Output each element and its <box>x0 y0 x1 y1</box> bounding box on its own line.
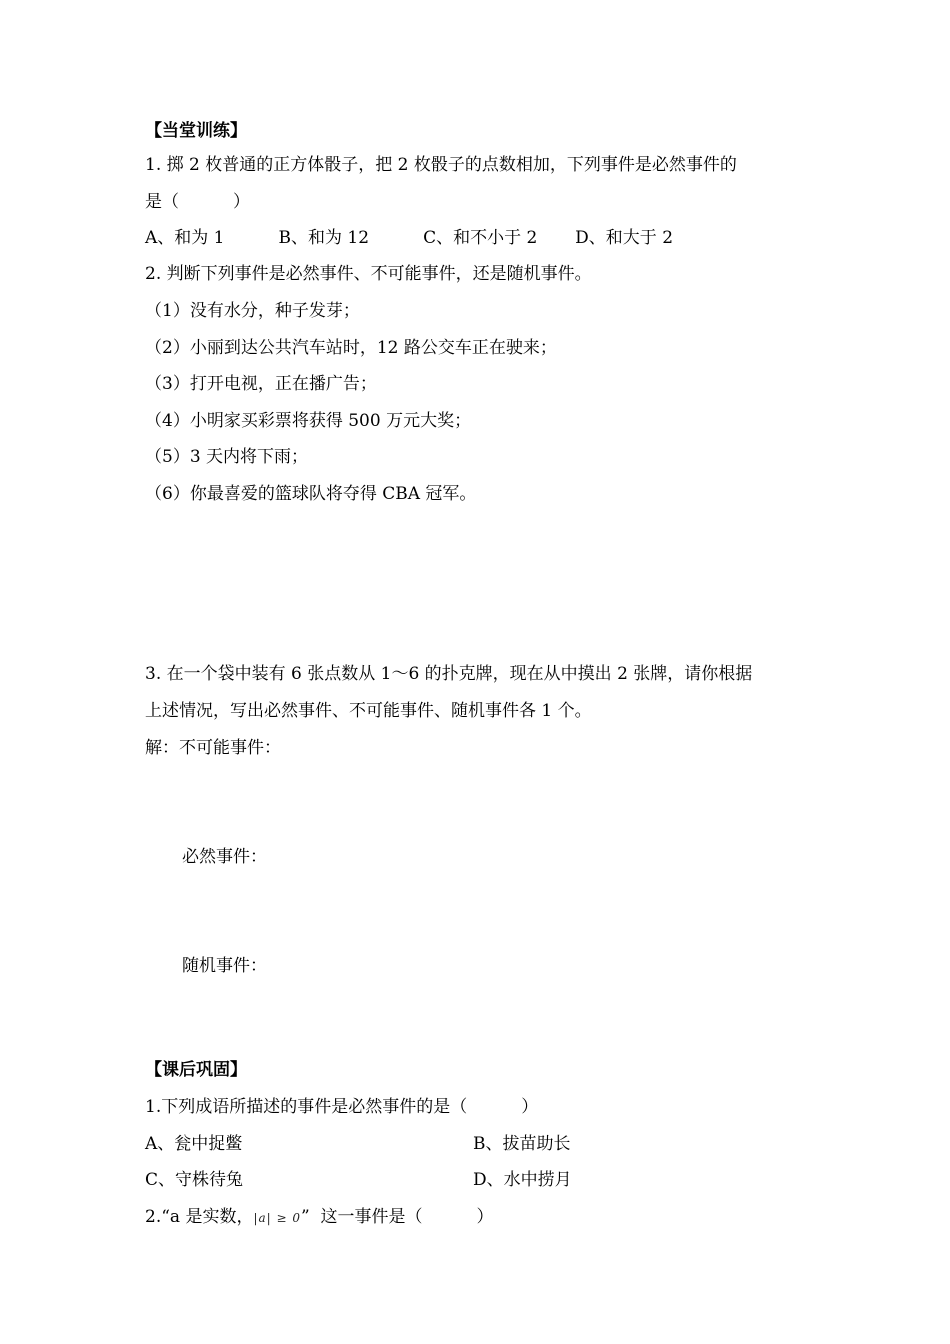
homework-q2-stem <box>145 1206 494 1229</box>
homework-heading: 【课后巩固】 <box>145 1060 247 1080</box>
abs-value-formula: |a| ≥ 0 <box>253 1211 302 1225</box>
practice-q2-item: （2）小丽到达公共汽车站时，12 路公交车正在驶来； <box>145 338 557 358</box>
practice-q2-item: （5）3 天内将下雨； <box>145 447 309 467</box>
practice-q2-item: （4）小明家买彩票将获得 500 万元大奖； <box>145 411 472 431</box>
practice-q3-random-label: 随机事件： <box>182 956 267 976</box>
practice-q2-item: （1）没有水分，种子发芽； <box>145 301 360 321</box>
homework-q2-prefix: 2.“a 是实数， <box>145 1207 254 1227</box>
homework-q1-option-a: A、瓮中捉鳖 <box>145 1134 243 1154</box>
practice-q2-stem: 2. 判断下列事件是必然事件、不可能事件，还是随机事件。 <box>145 264 592 284</box>
practice-q2-item: （6）你最喜爱的篮球队将夺得 CBA 冠军。 <box>145 484 477 504</box>
practice-q1-line1: 1. 掷 2 枚普通的正方体骰子，把 2 枚骰子的点数相加，下列事件是必然事件的 <box>145 155 737 175</box>
practice-q3-line2: 上述情况，写出必然事件、不可能事件、随机事件各 1 个。 <box>145 701 592 721</box>
homework-q2-suffix: ” 这一事件是（ ） <box>301 1207 494 1227</box>
homework-q1-option-c: C、守株待兔 <box>145 1170 244 1190</box>
practice-q3-certain-label: 必然事件： <box>182 847 267 867</box>
practice-q2-item: （3）打开电视，正在播广告； <box>145 374 377 394</box>
homework-q1-stem: 1.下列成语所描述的事件是必然事件的是（ ） <box>145 1097 539 1117</box>
homework-q1-option-d: D、水中捞月 <box>473 1170 572 1190</box>
practice-heading: 【当堂训练】 <box>145 121 247 141</box>
practice-q1-options: A、和为 1 B、和为 12 C、和不小于 2 D、和大于 2 <box>145 228 674 248</box>
practice-q3-answer-label: 解：不可能事件： <box>145 738 281 758</box>
practice-q1-line2: 是（ ） <box>145 192 251 212</box>
homework-q1-option-b: B、拔苗助长 <box>473 1134 571 1154</box>
practice-q3-line1: 3. 在一个袋中装有 6 张点数从 1～6 的扑克牌，现在从中摸出 2 张牌，请你根据 <box>145 664 753 684</box>
